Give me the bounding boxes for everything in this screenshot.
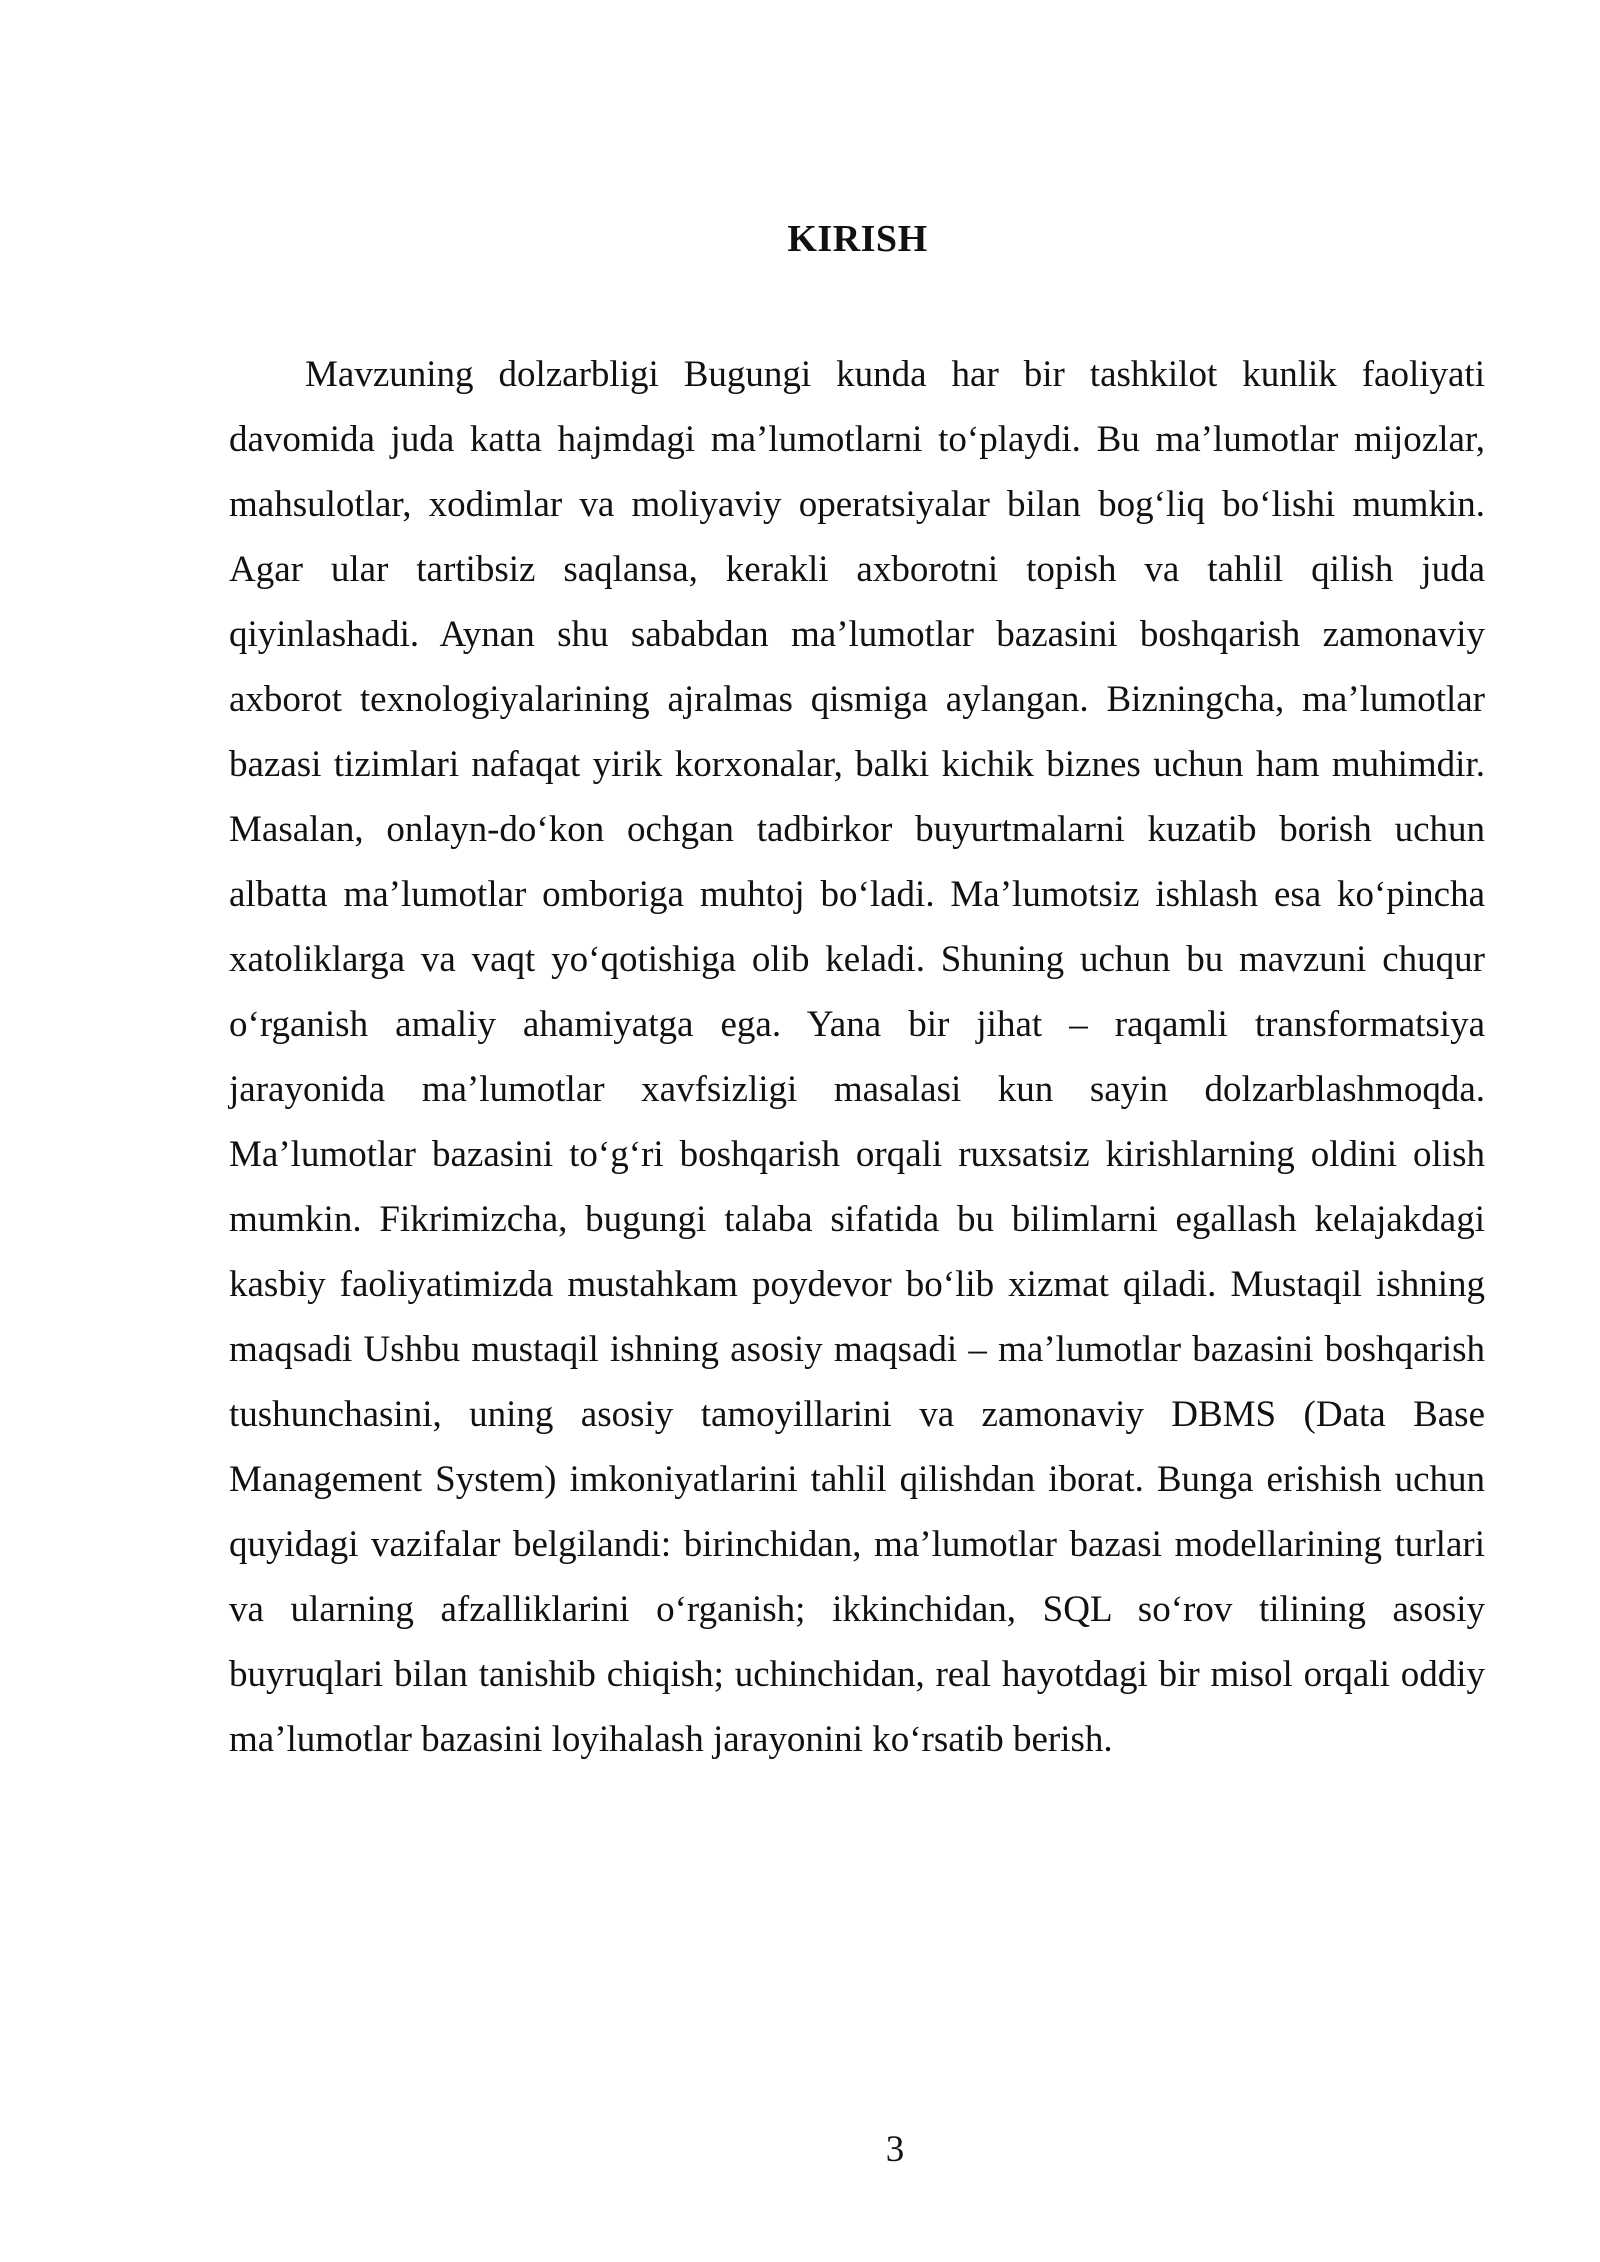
section-heading: KIRISH [787,218,928,260]
page-number: 3 [885,2129,905,2170]
body-paragraph: Mavzuning dolzarbligi Bugungi kunda har bir tashkilot kunlik faoliyati davomida juda katta hajmdagi ma’lumotlarni to‘playdi. Bu ma’lumotlar mijozlar, mahsulotlar, xodimlar va moliyaviy operatsiyalar bilan bog‘liq bo‘lishi mumkin. Agar ular tartibsiz saqlansa, kerakli axborotni topish va tahlil qilish juda qiyinlashadi. Aynan shu sababdan ma’lumotlar bazasini boshqarish zamonaviy axborot texnologiyalarining ajralmas qismiga aylangan. Bizningcha, ma’lumotlar bazasi tizimlari nafaqat yirik korxonalar, balki kichik biznes uchun ham muhimdir. Masalan, onlayn-do‘kon ochgan tadbirkor buyurtmalarni kuzatib borish uchun albatta ma’lumotlar omboriga muhtoj bo‘ladi. Ma’lumotsiz ishlash esa ko‘pincha xatoliklarga va vaqt yo‘qotishiga olib keladi. Shuning uchun bu mavzuni chuqur o‘rganish amaliy ahamiyatga ega. Yana bir jihat – raqamli transformatsiya jarayonida ma’lumotlar xavfsizligi masalasi kun sayin dolzarblashmoqda. Ma’lumotlar bazasini to‘g‘ri boshqarish orqali ruxsatsiz kirishlarning oldini olish mumkin. Fikrimizcha, bugungi talaba sifatida bu bilimlarni egallash kelajakdagi kasbiy faoliyatimizda mustahkam poydevor bo‘lib xizmat qiladi. Mustaqil ishning maqsadi Ushbu mustaqil ishning asosiy maqsadi – ma’lumotlar bazasini boshqarish tushunchasini, uning asosiy tamoyillarini va zamonaviy DBMS (Data Base Management System) imkoniyatlarini tahlil qilishdan iborat. Bunga erishish uchun quyidagi vazifalar belgilandi: birinchidan, ma’lumotlar bazasi modellarining turlari va ularning afzalliklarini o‘rganish; ikkinchidan, SQL so‘rov tilining asosiy buyruqlari bilan tanishib chiqish; uchinchidan, real hayotdagi bir misol orqali oddiy ma’lumotlar bazasini loyihalash jarayonini ko‘rsatib berish. [229,354,1485,1760]
